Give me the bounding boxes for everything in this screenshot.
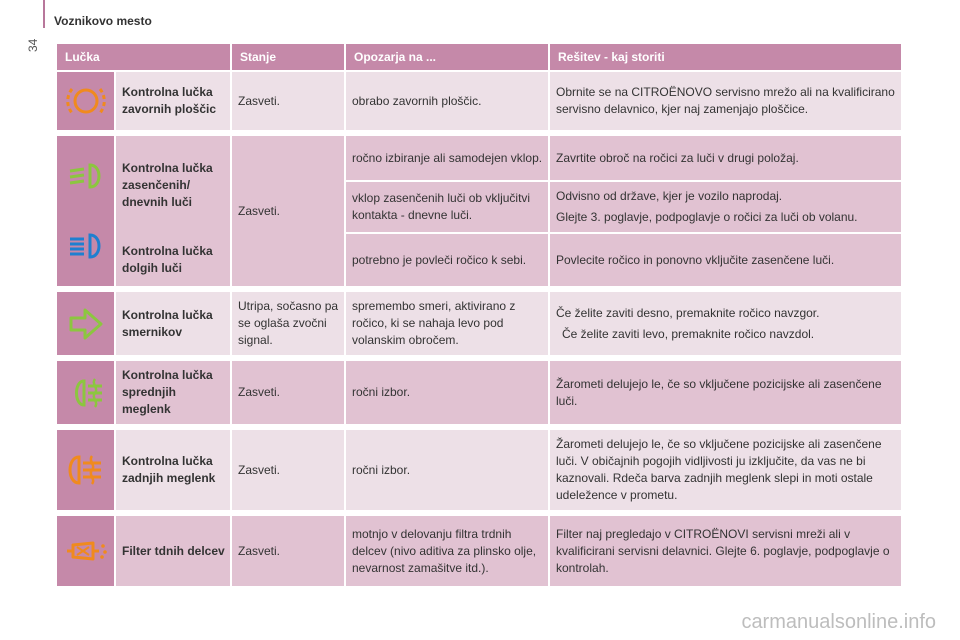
solution-line: Odvisno od države, kjer je vozilo naprodaj. [556,189,783,203]
light-solution: Filter naj pregledajo v CITROËNOVI servisni mreži ali v kvalificirani servisni delavnici. Glejte 6. poglavje, podpoglavje o kontrolah. [550,510,903,586]
solution-line: Če želite zaviti desno, premaknite ročico navzgor. [556,305,820,320]
light-state: Zasveti. [232,424,346,510]
light-solution: Žarometi delujejo le, če so vključene pozicijske ali zasenčene luči. [550,355,903,424]
light-state: Utripa, sočasno pa se oglaša zvočni signal. [232,286,346,355]
table-row [57,510,903,586]
header-solution: Rešitev - kaj storiti [550,44,903,72]
light-state: Zasveti. [232,130,346,286]
margin-bar [43,0,45,28]
header-cause: Opozarja na ... [346,44,550,72]
watermark: carmanualsonline.info [741,611,936,633]
warning-lights-table [57,44,903,586]
light-cause: potrebno je povleči ročico k sebi. [346,234,550,286]
light-solution: Zavrtite obroč na ročici za luči v drugi položaj. [550,130,903,182]
table-row [57,72,903,130]
table-row [57,424,903,510]
header-state: Stanje [232,44,346,72]
section-title: Voznikovo mesto [54,14,152,28]
main-beam-icon [66,231,106,261]
table-row [57,286,903,355]
icon-cell [57,72,116,130]
light-name: Kontrolna lučka zadnjih meglenk [116,424,232,510]
rear-fog-icon [65,452,107,488]
light-cause: ročno izbiranje ali samodejen vklop. [346,130,550,182]
light-solution [550,286,903,355]
table-row [57,130,903,182]
light-cause: motnjo v delovanju filtra trdnih delcev (nivo aditiva za plinsko olje, nevarnost zamašitve itd.). [346,510,550,586]
solution-line: Glejte 3. poglavje, podpoglavje o ročici za luči ob volanu. [556,210,858,224]
turn-signal-icon [67,306,105,342]
light-cause: spremembo smeri, aktivirano z ročico, ki se nahaja levo pod volanskim obročem. [346,286,550,355]
table-row [57,355,903,424]
light-cause: ročni izbor. [346,355,550,424]
icon-cell [57,286,116,355]
solution-line: Če želite zaviti levo, premaknite ročico navzdol. [562,326,815,341]
light-name: Kontrolna lučka zavornih ploščic [116,72,232,130]
light-state: Zasveti. [232,72,346,130]
light-cause: ročni izbor. [346,424,550,510]
light-solution: Povlecite ročico in ponovno vključite zasenčene luči. [550,234,903,286]
light-name: Filter tdnih delcev [116,510,232,586]
light-name: Kontrolna lučka smernikov [116,286,232,355]
icon-cell [57,510,116,586]
light-state: Zasveti. [232,355,346,424]
light-cause: vklop zasenčenih luči ob vključitvi kontakta - dnevne luči. [346,182,550,234]
light-cause: obrabo zavornih ploščic. [346,72,550,130]
front-fog-icon [66,376,106,410]
particle-filter-icon [63,535,109,567]
brake-pad-warning-icon [65,82,107,120]
light-name: Kontrolna lučka zasenčenih/ dnevnih luči [116,130,232,234]
light-name: Kontrolna lučka dolgih luči [116,234,232,286]
light-state: Zasveti. [232,510,346,586]
icon-cell [57,424,116,510]
light-solution: Obrnite se na CITROËNOVO servisno mrežo ali na kvalificirano servisno delavnico, kjer naj zamenjajo ploščice. [550,72,903,130]
light-name: Kontrolna lučka sprednjih meglenk [116,355,232,424]
table-row [57,234,903,286]
header-light: Lučka [57,44,232,72]
dipped-beam-icon [66,161,106,191]
light-solution [550,182,903,234]
page-number: 34 [26,38,40,52]
icon-cell [57,355,116,424]
icon-cell [57,130,116,286]
table-header-row [57,44,903,72]
light-solution: Žarometi delujejo le, če so vključene pozicijske ali zasenčene luči. V običajnih pogojih vidljivosti ju izključite, da vas ne bi kaznovali. Rdeča barva zadnjih meglenk slepi in moti ostale udeležence v prometu. [550,424,903,510]
